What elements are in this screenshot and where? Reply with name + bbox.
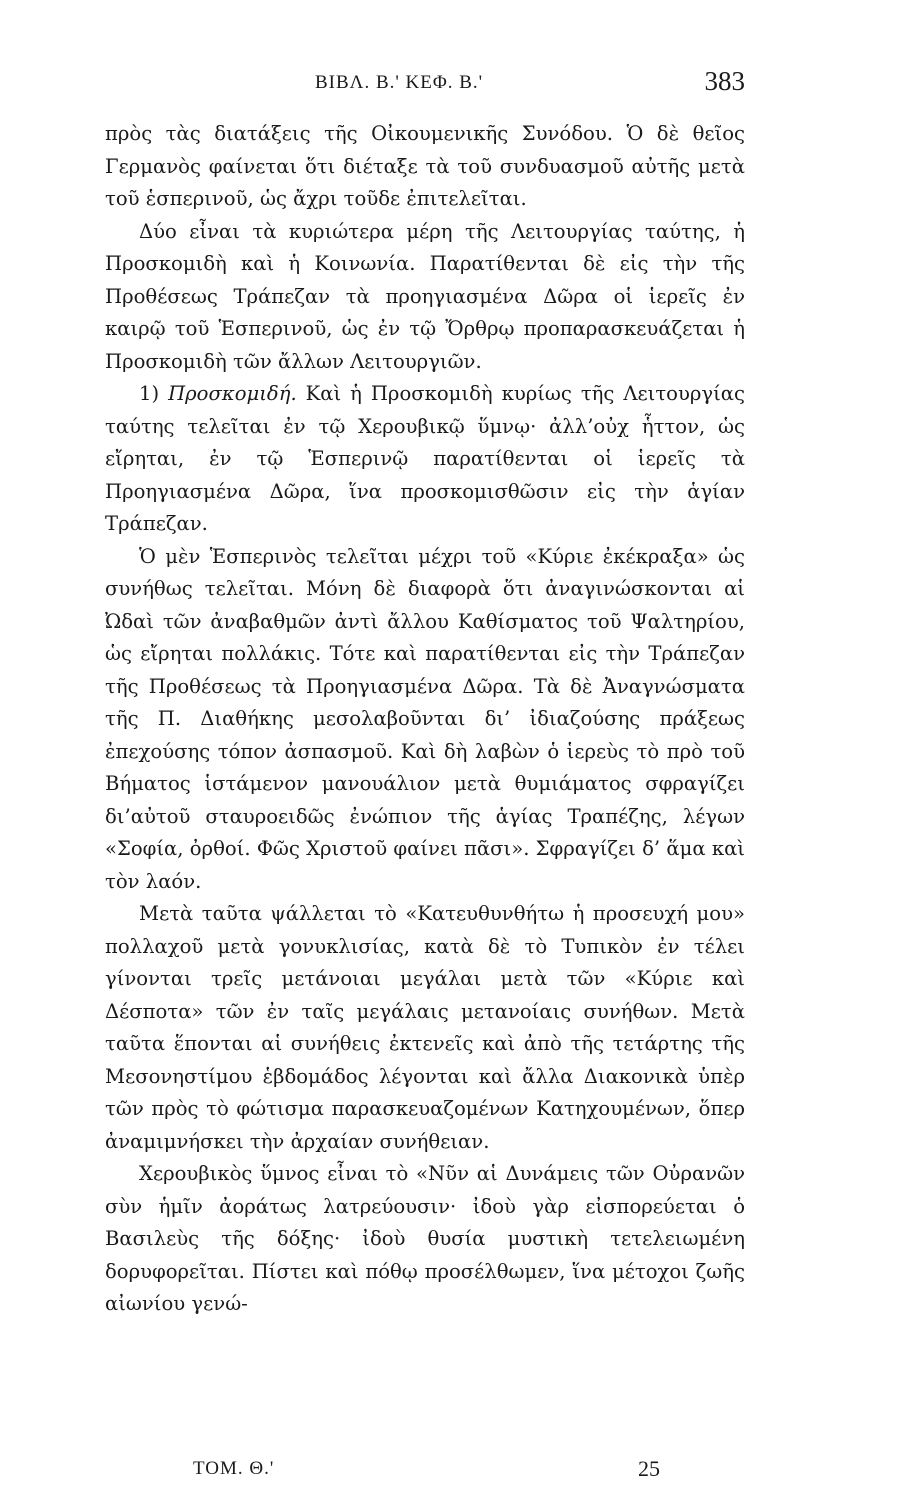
page-footer: [105, 1458, 745, 1484]
page-number: 383: [704, 66, 745, 96]
running-head: [105, 66, 745, 102]
volume-mark: ΤΟΜ. Θ.': [193, 1458, 275, 1479]
paragraph: [105, 118, 745, 216]
paragraph-text: Μετὰ ταῦτα ψάλλεται τὸ «Κατευθυνθήτω ἡ προσευχή μου» πολλαχοῦ μετὰ γονυκλισίας, κατὰ δὲ τὸ Τυπικὸν ἐν τέλει γίνονται τρεῖς μετάνοιαι μεγάλαι μετὰ τῶν «Κύριε καὶ Δέσποτα» τῶν ἐν ταῖς μεγάλαις μετανοίαις συνήθων. Μετὰ ταῦτα ἕπονται αἱ συνήθεις ἐκτενεῖς καὶ ἀπὸ τῆς τετάρτης τῆς Μεσονηστίμου ἑβδομάδος λέγονται καὶ ἄλλα Διακονικὰ ὑπὲρ τῶν πρὸς τὸ φώτισμα παρασκευαζομένων Κατηχουμένων, ὅπερ ἀναμιμνήσκει τὴν ἀρχαίαν συνήθειαν.: [105, 902, 745, 1153]
paragraph: [105, 378, 745, 541]
paragraph-lead: 1): [139, 382, 169, 405]
paragraph: [105, 216, 745, 379]
signature-mark: 25: [638, 1456, 660, 1481]
section-heading-italic: Προσκομιδή.: [168, 382, 297, 405]
running-title: ΒΙΒΛ. Β.' ΚΕΦ. Β.': [315, 72, 484, 93]
paragraph: [105, 541, 745, 899]
paragraph-text: Καὶ ἡ Προσκομιδὴ κυρίως τῆς Λειτουργίας ταύτης τελεῖται ἐν τῷ Χερουβικῷ ὕμνῳ· ἀλλ’οὐχ ἧττον, ὡς εἴρηται, ἐν τῷ Ἑσπερινῷ παρατίθενται οἱ ἱερεῖς τὰ Προηγιασμένα Δῶρα, ἵνα προσκομισθῶσιν εἰς τὴν ἁγίαν Τράπεζαν.: [105, 382, 745, 535]
paragraph-text: Χερουβικὸς ὕμνος εἶναι τὸ «Νῦν αἱ Δυνάμεις τῶν Οὐρανῶν σὺν ἡμῖν ἀοράτως λατρεύουσιν· ἰδοὺ γὰρ εἰσπορεύεται ὁ Βασιλεὺς τῆς δόξης· ἰδοὺ θυσία μυστικὴ τετελειωμένη δορυφορεῖται. Πίστει καὶ πόθῳ προσέλθωμεν, ἵνα μέτοχοι ζωῆς αἰωνίου γενώ-: [105, 1162, 745, 1315]
paragraph: [105, 1158, 745, 1321]
paragraph: [105, 898, 745, 1158]
paragraph-text: Δύο εἶναι τὰ κυριώτερα μέρη τῆς Λειτουργίας ταύτης, ἡ Προσκομιδὴ καὶ ἡ Κοινωνία. Παρατίθενται δὲ εἰς τὴν τῆς Προθέσεως Τράπεζαν τὰ προηγιασμένα Δῶρα οἱ ἱερεῖς ἐν καιρῷ τοῦ Ἑσπερινοῦ, ὡς ἐν τῷ Ὄρθρῳ προπαρασκευάζεται ἡ Προσκομιδὴ τῶν ἄλλων Λειτουργιῶν.: [105, 219, 745, 373]
paragraph-text: Ὁ μὲν Ἑσπερινὸς τελεῖται μέχρι τοῦ «Κύριε ἐκέκραξα» ὡς συνήθως τελεῖται. Μόνη δὲ διαφορὰ ὅτι ἀναγινώσκονται αἱ Ὠδαὶ τῶν ἀναβαθμῶν ἀντὶ ἄλλου Καθίσματος τοῦ Ψαλτηρίου, ὡς εἴρηται πολλάκις. Τότε καὶ παρατίθενται εἰς τὴν Τράπεζαν τῆς Προθέσεως τὰ Προηγιασμένα Δῶρα. Τὰ δὲ Ἀναγνώσματα τῆς Π. Διαθήκης μεσολαβοῦνται δι’ ἰδιαζούσης πράξεως ἐπεχούσης τόπον ἀσπασμοῦ. Καὶ δὴ λαβὼν ὁ ἱερεὺς τὸ πρὸ τοῦ Βήματος ἱστάμενον μανουάλιον μετὰ θυμιάματος σφραγίζει δι’αὐτοῦ σταυροειδῶς ἐνώπιον τῆς ἁγίας Τραπέζης, λέγων «Σοφία, ὀρθοί. Φῶς Χριστοῦ φαίνει πᾶσι». Σφραγίζει δ’ ἅμα καὶ τὸν λαόν.: [105, 544, 745, 893]
paragraph-text: πρὸς τὰς διατάξεις τῆς Οἰκουμενικῆς Συνόδου. Ὁ δὲ θεῖος Γερμανὸς φαίνεται ὅτι διέταξε τὰ τοῦ συνδυασμοῦ αὐτῆς μετὰ τοῦ ἑσπερινοῦ, ὡς ἄχρι τοῦδε ἐπιτελεῖται.: [105, 122, 745, 210]
body-text: [105, 118, 745, 1321]
